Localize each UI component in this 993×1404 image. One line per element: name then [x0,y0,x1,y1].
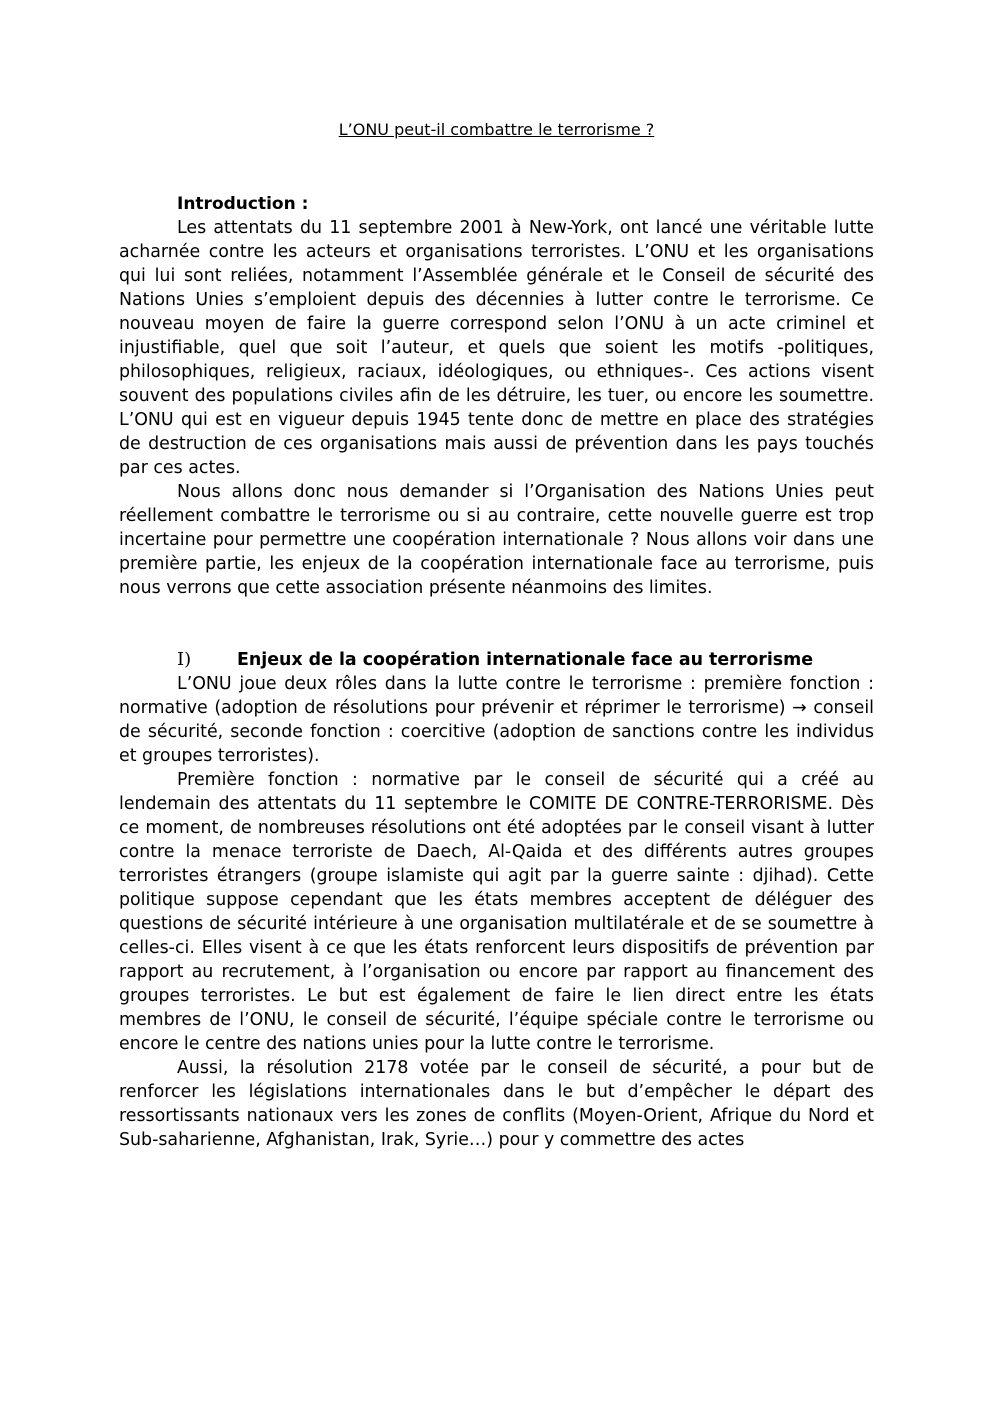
document-title: L’ONU peut-il combattre le terrorisme ? [338,120,655,139]
introduction-heading: Introduction : [177,194,309,214]
document-page [119,118,874,1152]
section-1-title: Enjeux de la coopération internationale face au terrorisme [237,650,814,670]
section-1-number: I) [177,649,192,670]
section-1-paragraph-1 [119,672,874,768]
paragraph-text-after-arrow: conseil de sécurité, seconde fonction : coercitive (adoption de sanctions contre les individus et groupes terroristes). [119,698,874,766]
section-1-paragraph-2: Première fonction : normative par le conseil de sécurité qui a créé au lendemain des attentats du 11 septembre le COMITE DE CONTRE-TERRORISME. Dès ce moment, de nombreuses résolutions ont été adoptées par le conseil visant à lutter contre la menace terroriste de Daech, Al-Qaida et des différents autres groupes terroristes étrangers (groupe islamiste qui agit par la guerre sainte : djihad). Cette politique suppose cependant que les états membres acceptent de déléguer des questions de sécurité intérieure à une organisation multilatérale et de se soumettre à celles-ci. Elles visent à ce que les états renforcent leurs dispositifs de prévention par rapport au recrutement, à l’organisation ou encore par rapport au financement des groupes terroristes. Le but est également de faire le lien direct entre les états membres de l’ONU, le conseil de sécurité, l’équipe spéciale contre le terrorisme ou encore le centre des nations unies pour la lutte contre le terrorisme. [119,770,874,1054]
paragraph-text-before-arrow: L’ONU joue deux rôles dans la lutte contre le terrorisme : première fonction : normative (adoption de résolutions pour prévenir et réprimer le terrorisme) [119,674,874,718]
section-1-heading [119,648,874,672]
right-arrow-icon: → [792,698,807,718]
section-1-paragraph-3: Aussi, la résolution 2178 votée par le conseil de sécurité, a pour but de renforcer les législations internationales dans le but d’empêcher le départ des ressortissants nationaux vers les zones de conflits (Moyen-Orient, Afrique du Nord et Sub-saharienne, Afghanistan, Irak, Syrie…) pour y commettre des actes [119,1058,874,1150]
intro-paragraph-2: Nous allons donc nous demander si l’Organisation des Nations Unies peut réellement combattre le terrorisme ou si au contraire, cette nouvelle guerre est trop incertaine pour permettre une coopération internationale ? Nous allons voir dans une première partie, les enjeux de la coopération internationale face au terrorisme, puis nous verrons que cette association présente néanmoins des limites. [119,482,874,598]
intro-paragraph-1: Les attentats du 11 septembre 2001 à New-York, ont lancé une véritable lutte acharnée contre les acteurs et organisations terroristes. L’ONU et les organisations qui lui sont reliées, notamment l’Assemblée générale et le Conseil de sécurité des Nations Unies s’emploient depuis des décennies à lutter contre le terrorisme. Ce nouveau moyen de faire la guerre correspond selon l’ONU à un acte criminel et injustifiable, quel que soit l’auteur, et quels que soient les motifs -politiques, philosophiques, religieux, raciaux, idéologiques, ou ethniques-. Ces actions visent souvent des populations civiles afin de les détruire, les tuer, ou encore les soumettre. L’ONU qui est en vigueur depuis 1945 tente donc de mettre en place des stratégies de destruction de ces organisations mais aussi de prévention dans les pays touchés par ces actes. [119,218,874,478]
